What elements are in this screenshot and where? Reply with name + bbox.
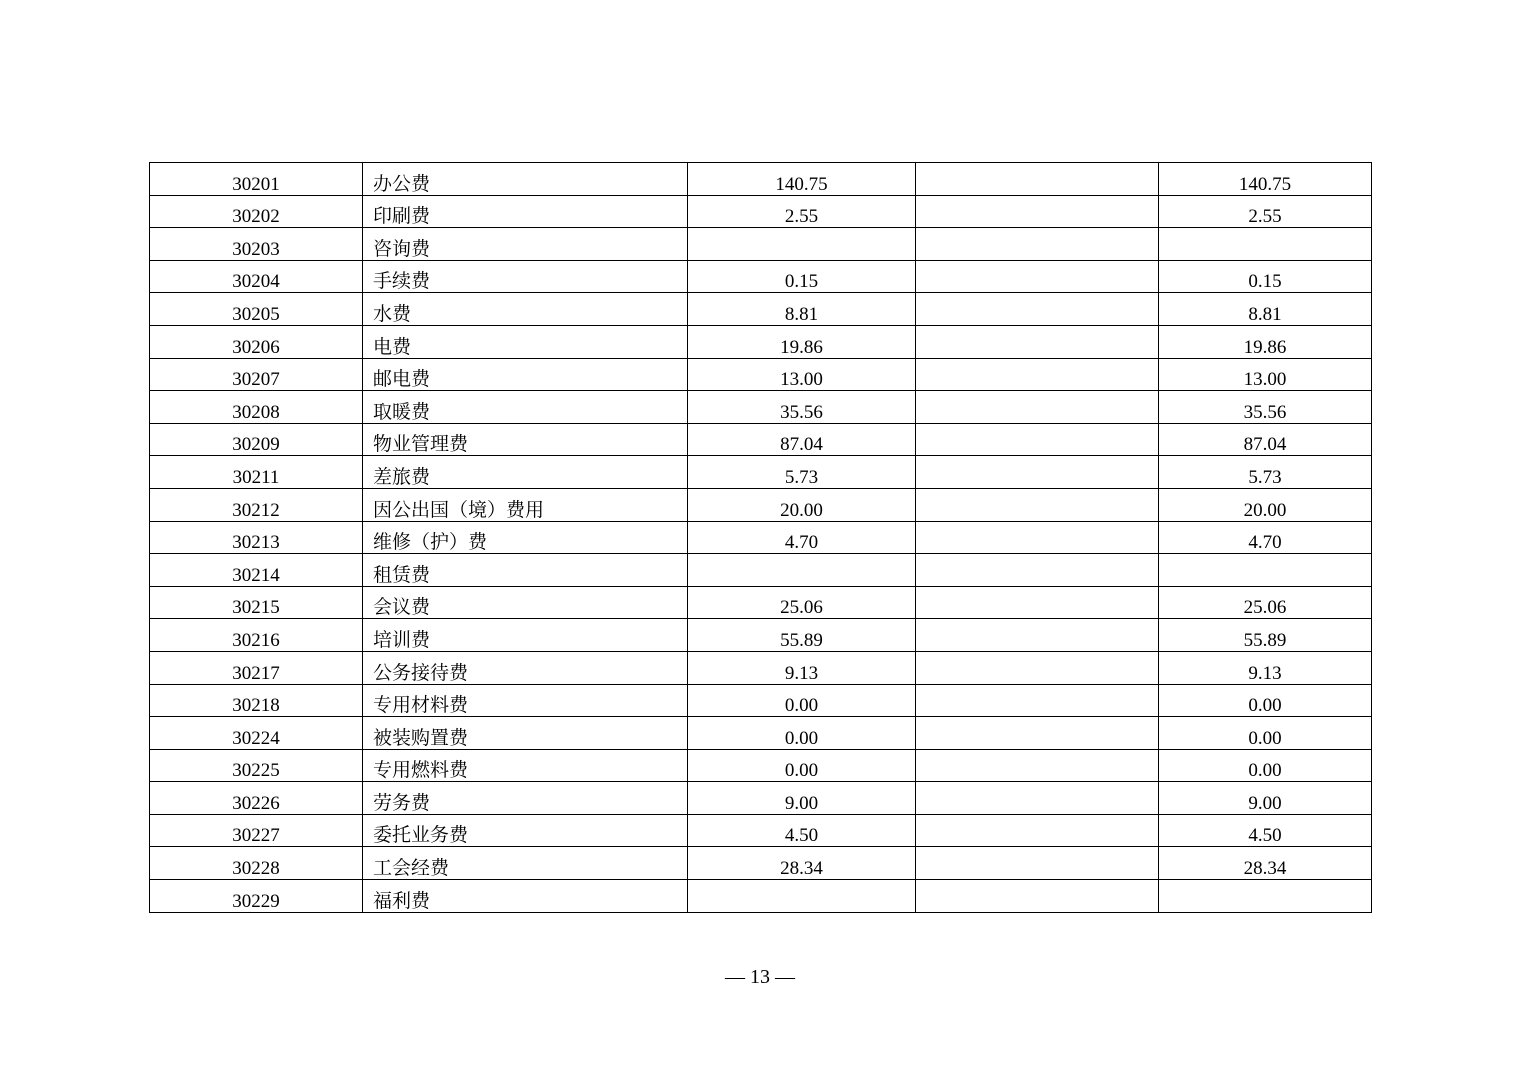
row-amount-total: 140.75 [688, 163, 916, 196]
row-amount-col5: 4.70 [1159, 521, 1372, 554]
row-code: 30212 [150, 488, 363, 521]
row-amount-total: 0.15 [688, 260, 916, 293]
table-body [150, 163, 1372, 913]
table-row [150, 325, 1372, 358]
row-amount-col4 [916, 749, 1159, 782]
row-amount-total: 25.06 [688, 586, 916, 619]
table-row [150, 163, 1372, 196]
row-amount-col5: 87.04 [1159, 423, 1372, 456]
row-amount-total: 35.56 [688, 391, 916, 424]
row-amount-total: 8.81 [688, 293, 916, 326]
row-amount-col4 [916, 358, 1159, 391]
row-item-name: 咨询费 [363, 228, 688, 261]
page-number: — 13 — [725, 966, 795, 988]
row-item-name: 培训费 [363, 619, 688, 652]
row-amount-total: 87.04 [688, 423, 916, 456]
row-amount-col5: 35.56 [1159, 391, 1372, 424]
row-amount-total [688, 554, 916, 587]
row-amount-col4 [916, 782, 1159, 815]
row-amount-col5: 0.00 [1159, 717, 1372, 750]
row-amount-col5: 5.73 [1159, 456, 1372, 489]
row-item-name: 委托业务费 [363, 814, 688, 847]
row-code: 30228 [150, 847, 363, 880]
table-row [150, 488, 1372, 521]
row-amount-total [688, 880, 916, 913]
row-amount-total: 2.55 [688, 195, 916, 228]
row-item-name: 公务接待费 [363, 651, 688, 684]
row-item-name: 维修（护）费 [363, 521, 688, 554]
row-item-name: 办公费 [363, 163, 688, 196]
table-row [150, 880, 1372, 913]
row-code: 30201 [150, 163, 363, 196]
row-code: 30216 [150, 619, 363, 652]
table-row [150, 195, 1372, 228]
row-amount-col4 [916, 163, 1159, 196]
row-code: 30205 [150, 293, 363, 326]
row-amount-total [688, 228, 916, 261]
table-row [150, 651, 1372, 684]
row-amount-col5: 2.55 [1159, 195, 1372, 228]
row-item-name: 工会经费 [363, 847, 688, 880]
table-row [150, 228, 1372, 261]
row-amount-col5: 20.00 [1159, 488, 1372, 521]
row-amount-col5 [1159, 228, 1372, 261]
row-amount-total: 5.73 [688, 456, 916, 489]
row-amount-col4 [916, 651, 1159, 684]
row-code: 30204 [150, 260, 363, 293]
table-row [150, 391, 1372, 424]
row-amount-col4 [916, 488, 1159, 521]
row-code: 30227 [150, 814, 363, 847]
row-amount-col4 [916, 325, 1159, 358]
row-amount-col4 [916, 391, 1159, 424]
row-item-name: 差旅费 [363, 456, 688, 489]
row-item-name: 物业管理费 [363, 423, 688, 456]
row-code: 30226 [150, 782, 363, 815]
row-amount-col4 [916, 619, 1159, 652]
row-code: 30229 [150, 880, 363, 913]
table-row [150, 814, 1372, 847]
row-amount-col4 [916, 880, 1159, 913]
table-row [150, 423, 1372, 456]
row-code: 30207 [150, 358, 363, 391]
table-row [150, 521, 1372, 554]
table-row [150, 260, 1372, 293]
row-amount-col4 [916, 260, 1159, 293]
row-code: 30218 [150, 684, 363, 717]
row-amount-col5: 140.75 [1159, 163, 1372, 196]
row-amount-total: 9.00 [688, 782, 916, 815]
row-item-name: 水费 [363, 293, 688, 326]
row-amount-col5: 0.00 [1159, 684, 1372, 717]
table-row [150, 749, 1372, 782]
row-code: 30209 [150, 423, 363, 456]
row-amount-col5 [1159, 880, 1372, 913]
row-amount-col5: 0.15 [1159, 260, 1372, 293]
row-amount-col4 [916, 195, 1159, 228]
row-amount-col5: 28.34 [1159, 847, 1372, 880]
row-amount-total: 20.00 [688, 488, 916, 521]
row-amount-total: 13.00 [688, 358, 916, 391]
row-amount-col5: 8.81 [1159, 293, 1372, 326]
table-row [150, 358, 1372, 391]
table-row [150, 586, 1372, 619]
row-amount-col4 [916, 554, 1159, 587]
row-code: 30211 [150, 456, 363, 489]
row-amount-col4 [916, 586, 1159, 619]
table-row [150, 782, 1372, 815]
table-row [150, 717, 1372, 750]
row-amount-col5: 0.00 [1159, 749, 1372, 782]
row-item-name: 手续费 [363, 260, 688, 293]
row-amount-col5: 13.00 [1159, 358, 1372, 391]
row-amount-total: 0.00 [688, 749, 916, 782]
row-amount-total: 9.13 [688, 651, 916, 684]
row-item-name: 取暖费 [363, 391, 688, 424]
row-code: 30213 [150, 521, 363, 554]
row-amount-col5: 25.06 [1159, 586, 1372, 619]
row-amount-col5: 9.13 [1159, 651, 1372, 684]
row-amount-col4 [916, 521, 1159, 554]
row-item-name: 被装购置费 [363, 717, 688, 750]
row-code: 30225 [150, 749, 363, 782]
row-amount-total: 28.34 [688, 847, 916, 880]
row-amount-col5: 19.86 [1159, 325, 1372, 358]
row-code: 30208 [150, 391, 363, 424]
row-amount-col4 [916, 684, 1159, 717]
row-code: 30203 [150, 228, 363, 261]
row-item-name: 邮电费 [363, 358, 688, 391]
row-code: 30224 [150, 717, 363, 750]
row-amount-col4 [916, 717, 1159, 750]
table-row [150, 684, 1372, 717]
row-amount-total: 4.50 [688, 814, 916, 847]
table-row [150, 619, 1372, 652]
row-amount-total: 19.86 [688, 325, 916, 358]
row-amount-total: 0.00 [688, 717, 916, 750]
row-item-name: 因公出国（境）费用 [363, 488, 688, 521]
row-amount-col5: 4.50 [1159, 814, 1372, 847]
row-item-name: 印刷费 [363, 195, 688, 228]
table-row [150, 456, 1372, 489]
table-row [150, 293, 1372, 326]
row-amount-col4 [916, 814, 1159, 847]
row-amount-col4 [916, 423, 1159, 456]
row-item-name: 劳务费 [363, 782, 688, 815]
row-amount-col5: 9.00 [1159, 782, 1372, 815]
row-item-name: 专用燃料费 [363, 749, 688, 782]
budget-table [149, 162, 1372, 913]
row-code: 30206 [150, 325, 363, 358]
row-item-name: 会议费 [363, 586, 688, 619]
row-code: 30214 [150, 554, 363, 587]
row-amount-col5 [1159, 554, 1372, 587]
row-amount-total: 0.00 [688, 684, 916, 717]
row-item-name: 福利费 [363, 880, 688, 913]
row-amount-col4 [916, 456, 1159, 489]
row-amount-col5: 55.89 [1159, 619, 1372, 652]
row-code: 30215 [150, 586, 363, 619]
row-amount-col4 [916, 847, 1159, 880]
row-amount-col4 [916, 293, 1159, 326]
table-row [150, 554, 1372, 587]
row-item-name: 电费 [363, 325, 688, 358]
row-code: 30202 [150, 195, 363, 228]
row-code: 30217 [150, 651, 363, 684]
row-amount-total: 55.89 [688, 619, 916, 652]
row-amount-total: 4.70 [688, 521, 916, 554]
row-item-name: 专用材料费 [363, 684, 688, 717]
row-item-name: 租赁费 [363, 554, 688, 587]
row-amount-col4 [916, 228, 1159, 261]
table-row [150, 847, 1372, 880]
